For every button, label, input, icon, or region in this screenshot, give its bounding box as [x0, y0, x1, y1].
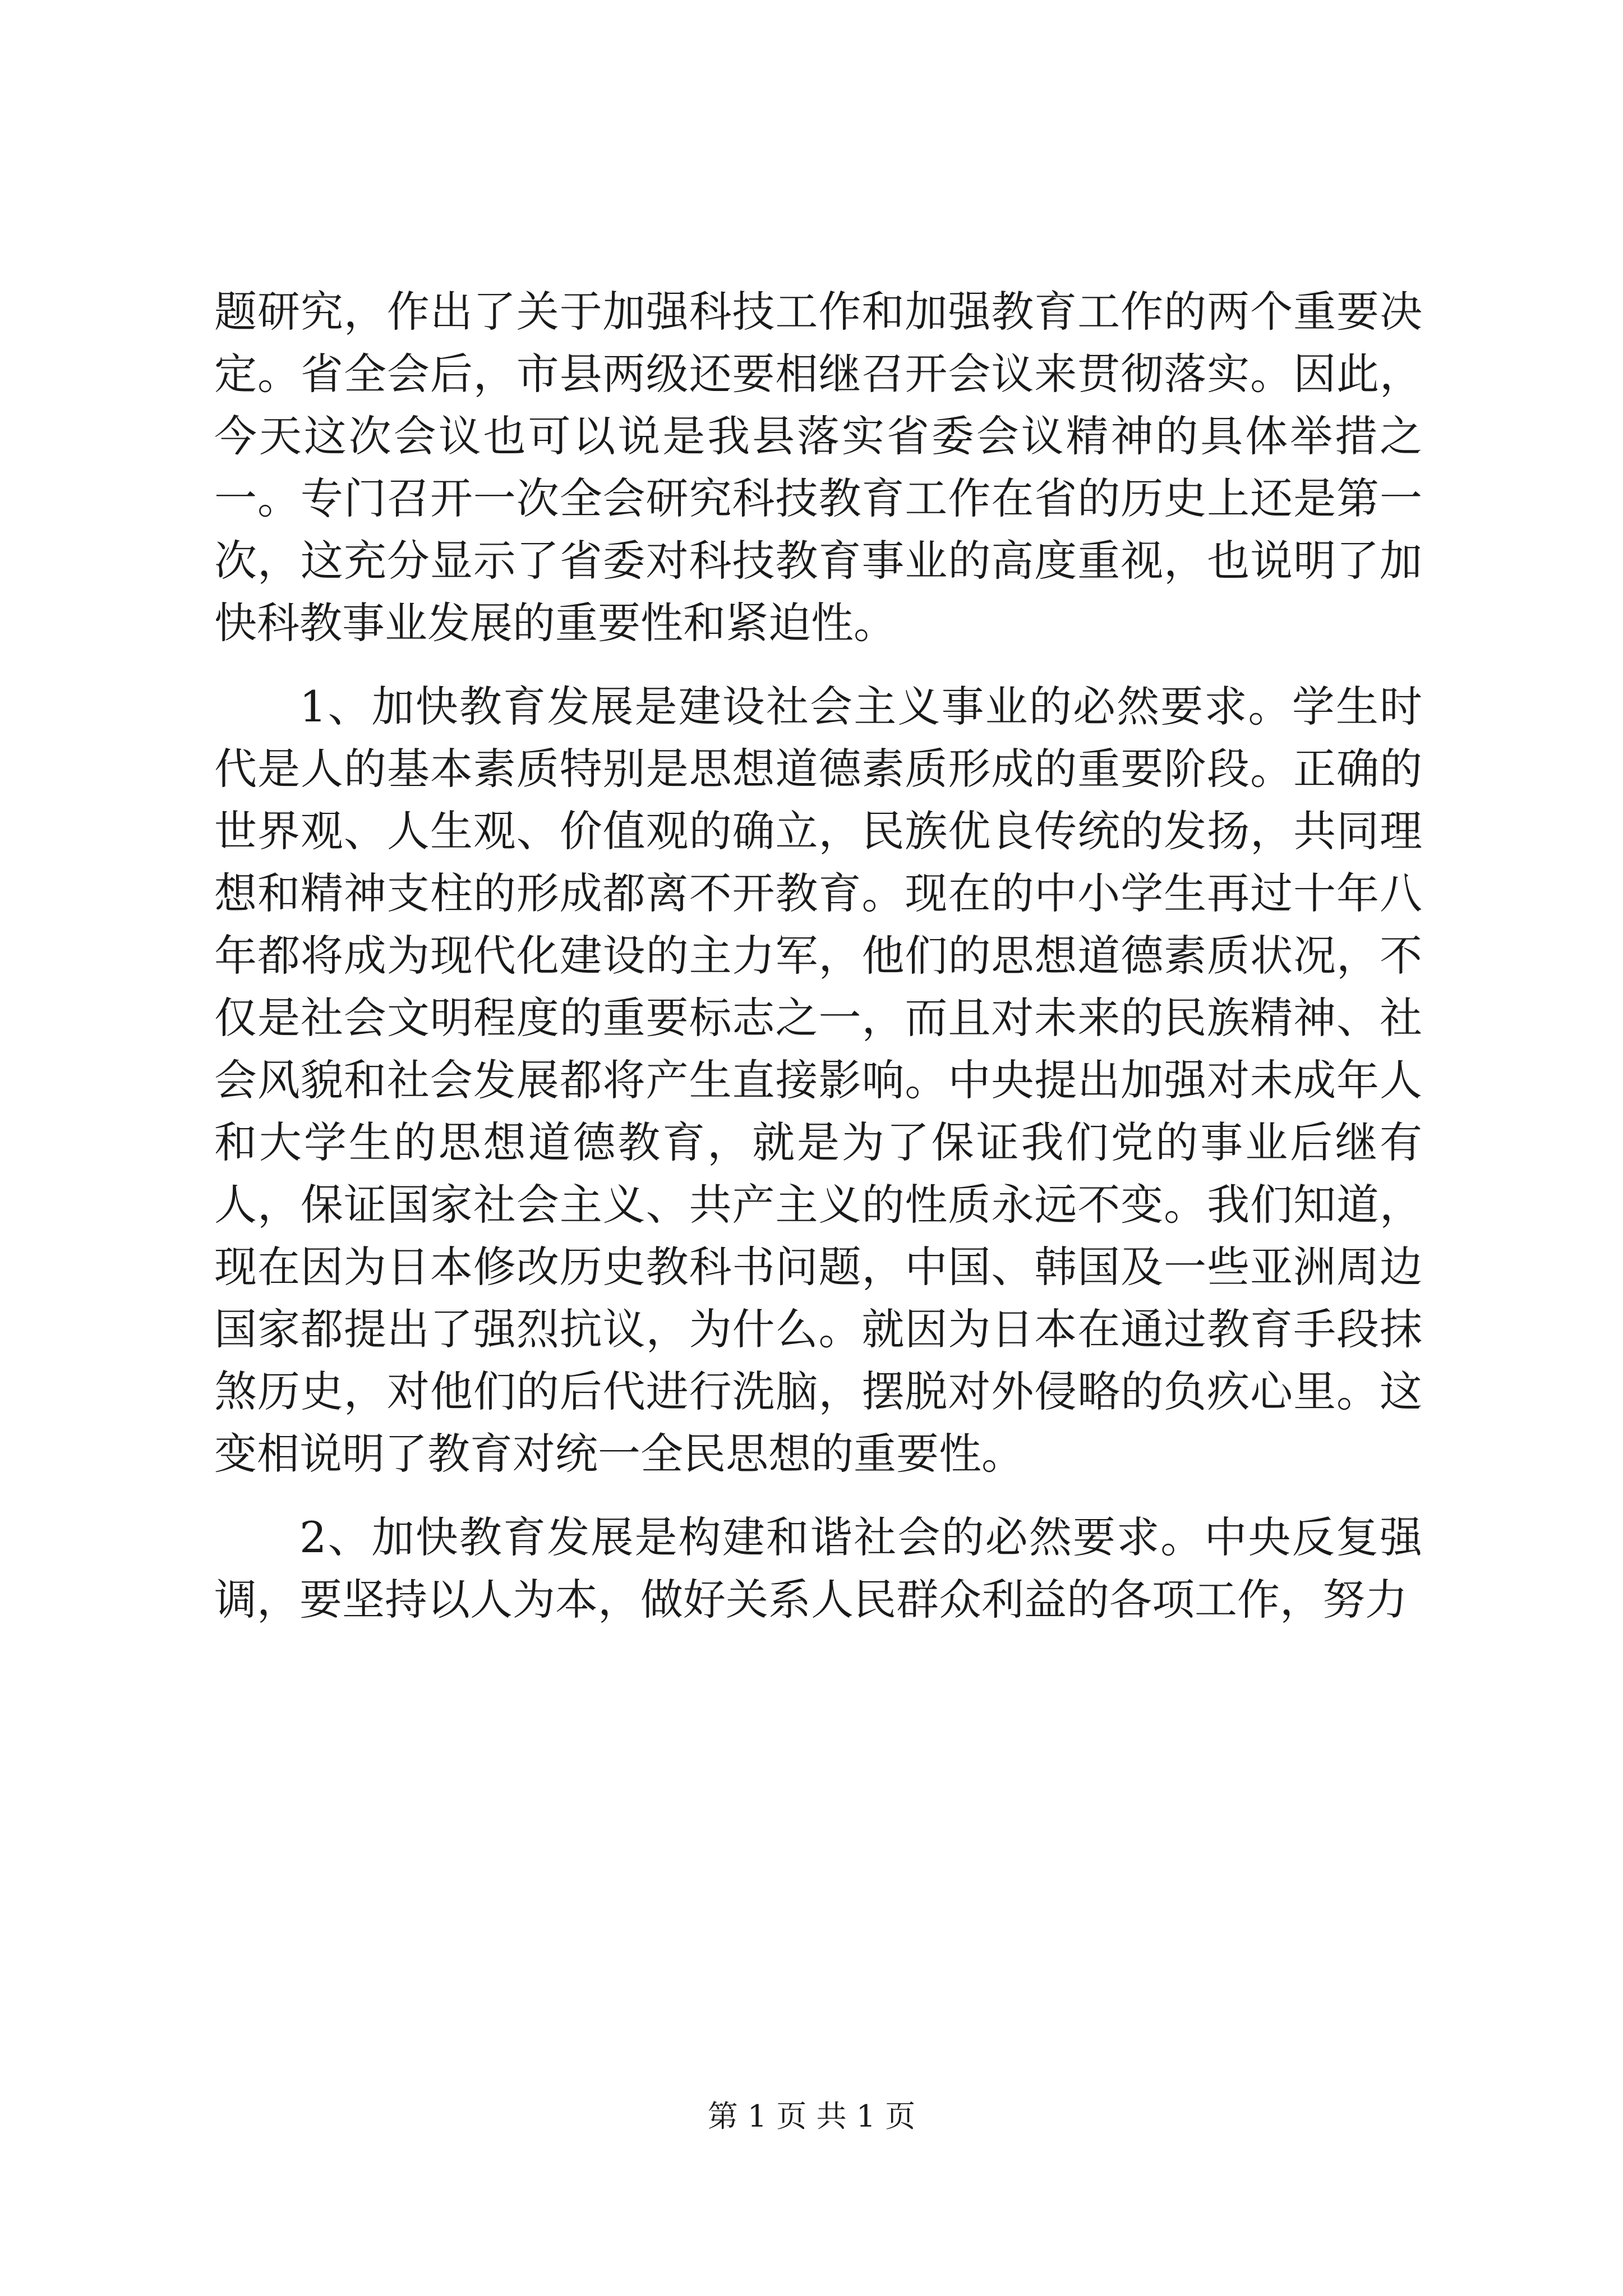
paragraph-point-1: 1、加快教育发展是建设社会主义事业的必然要求。学生时代是人的基本素质特别是思想道德素质形成的重要阶段。正确的世界观、人生观、价值观的确立，民族优良传统的发扬，共同理想和精神支柱的形成都离不开教育。现在的中小学生再过十年八年都将成为现代化建设的主力军，他们的思想道德素质状况，不仅是社会文明程度的重要标志之一，而且对未来的民族精神、社会风貌和社会发展都将产生直接影响。中央提出加强对未成年人和大学生的思想道德教育，就是为了保证我们党的事业后继有人，保证国家社会主义、共产主义的性质永远不变。我们知道，现在因为日本修改历史教科书问题，中国、韩国及一些亚洲周边国家都提出了强烈抗议，为什么。就因为日本在通过教育手段抹煞历史，对他们的后代进行洗脑，摆脱对外侵略的负疚心里。这变相说明了教育对统一全民思想的重要性。 — [214, 682, 1422, 1479]
document-body — [214, 280, 1422, 1631]
paragraph-point-2: 2、加快教育发展是构建和谐社会的必然要求。中央反复强调，要坚持以人为本，做好关系人民群众利益的各项工作，努力 — [214, 1512, 1422, 1625]
page-footer: 第 1 页 共 1 页 — [707, 2099, 916, 2134]
paragraph-continued: 题研究，作出了关于加强科技工作和加强教育工作的两个重要决定。省全会后，市县两级还要相继召开会议来贯彻落实。因此，今天这次会议也可以说是我县落实省委会议精神的具体举措之一。专门召开一次全会研究科技教育工作在省的历史上还是第一次，这充分显示了省委对科技教育事业的高度重视，也说明了加快科教事业发展的重要性和紧迫性。 — [214, 287, 1422, 648]
